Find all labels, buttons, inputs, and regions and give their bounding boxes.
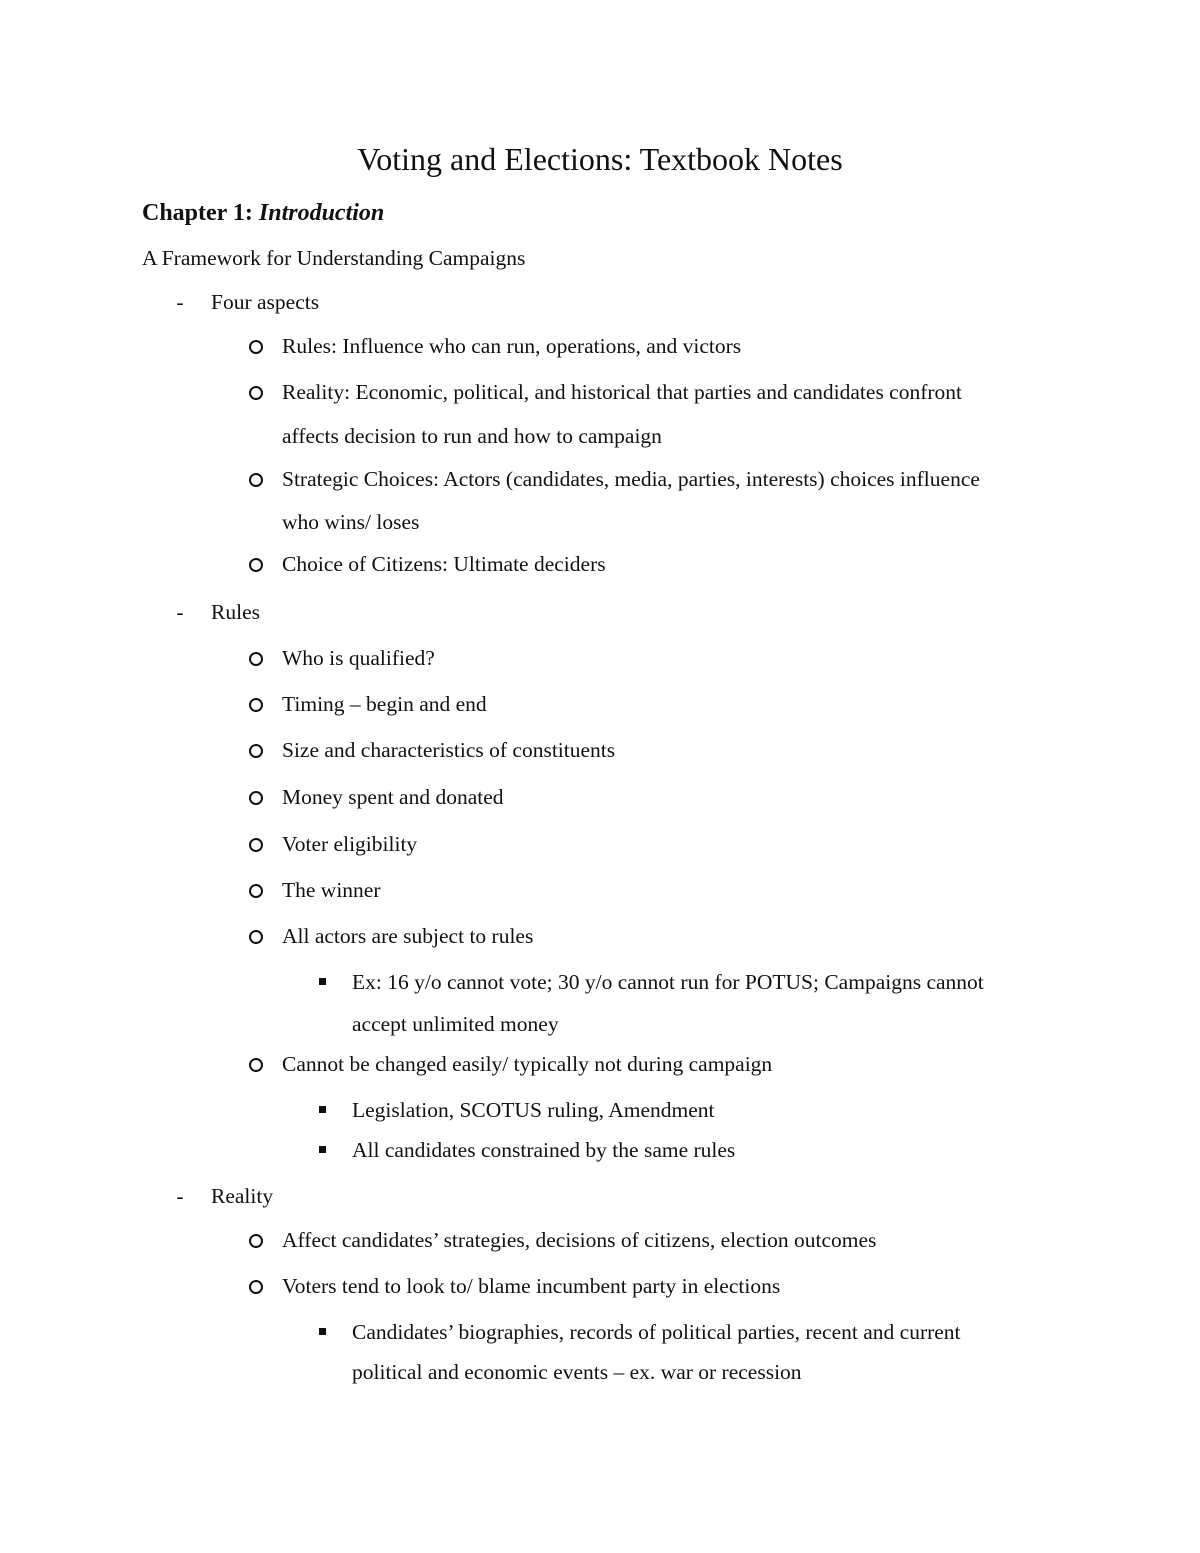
chapter-label: Chapter 1: <box>142 200 259 226</box>
note-line: Strategic Choices: Actors (candidates, media, parties, interests) choices influence <box>282 467 980 491</box>
document-title: Voting and Elections: Textbook Notes <box>357 141 843 177</box>
note-line: Timing – begin and end <box>282 692 487 716</box>
note-line: Size and characteristics of constituents <box>282 738 616 762</box>
note-line: who wins/ loses <box>282 510 420 534</box>
note-line: The winner <box>282 878 381 902</box>
circle-bullet-icon <box>249 652 263 666</box>
note-line: accept unlimited money <box>352 1012 559 1036</box>
note-line: political and economic events – ex. war or recession <box>352 1360 802 1384</box>
note-line: Rules <box>211 600 260 624</box>
circle-bullet-icon <box>249 838 263 852</box>
circle-bullet-icon <box>249 1280 263 1294</box>
note-line: Four aspects <box>211 290 320 314</box>
dash-bullet-icon: - <box>176 600 184 624</box>
circle-bullet-icon <box>249 340 263 354</box>
section-heading: A Framework for Understanding Campaigns <box>142 246 526 270</box>
square-bullet-icon <box>319 1146 326 1153</box>
note-line: Choice of Citizens: Ultimate deciders <box>282 552 606 576</box>
note-line: Legislation, SCOTUS ruling, Amendment <box>352 1098 715 1122</box>
note-line: Voters tend to look to/ blame incumbent party in elections <box>282 1274 781 1298</box>
note-line: Money spent and donated <box>282 785 504 809</box>
circle-bullet-icon <box>249 1058 263 1072</box>
circle-bullet-icon <box>249 698 263 712</box>
note-line: Candidates’ biographies, records of political parties, recent and current <box>352 1320 961 1344</box>
chapter-heading <box>142 196 384 230</box>
square-bullet-icon <box>319 1106 326 1113</box>
note-line: Reality: Economic, political, and historical that parties and candidates confront <box>282 380 963 404</box>
square-bullet-icon <box>319 1328 326 1335</box>
note-line: Affect candidates’ strategies, decisions of citizens, election outcomes <box>282 1228 877 1252</box>
dash-bullet-icon: - <box>176 1184 184 1208</box>
note-line: Rules: Influence who can run, operations, and victors <box>282 334 742 358</box>
note-line: Ex: 16 y/o cannot vote; 30 y/o cannot run for POTUS; Campaigns cannot <box>352 970 984 994</box>
dash-bullet-icon: - <box>176 290 184 314</box>
circle-bullet-icon <box>249 930 263 944</box>
note-line: Who is qualified? <box>282 646 435 670</box>
note-line: Cannot be changed easily/ typically not during campaign <box>282 1052 773 1076</box>
circle-bullet-icon <box>249 473 263 487</box>
note-line: All actors are subject to rules <box>282 924 534 948</box>
circle-bullet-icon <box>249 791 263 805</box>
circle-bullet-icon <box>249 558 263 572</box>
square-bullet-icon <box>319 978 326 985</box>
note-line: affects decision to run and how to campaign <box>282 424 662 448</box>
note-line: Reality <box>211 1184 274 1208</box>
note-line: All candidates constrained by the same rules <box>352 1138 736 1162</box>
chapter-name: Introduction <box>258 200 385 226</box>
circle-bullet-icon <box>249 744 263 758</box>
circle-bullet-icon <box>249 1234 263 1248</box>
circle-bullet-icon <box>249 884 263 898</box>
circle-bullet-icon <box>249 386 263 400</box>
note-line: Voter eligibility <box>282 832 418 856</box>
